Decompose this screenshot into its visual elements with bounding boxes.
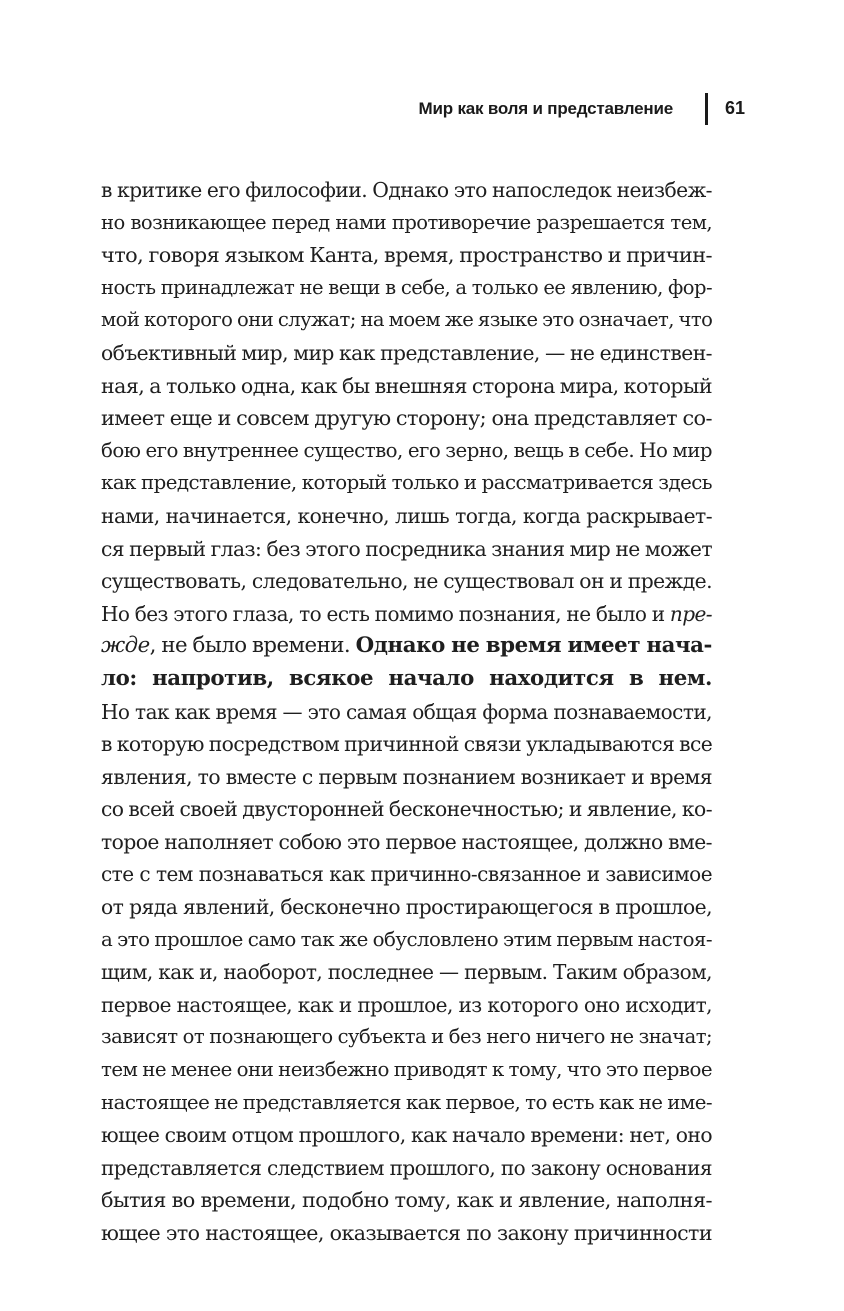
text-run: а это прошлое само так же обусловлено этим первым настоя-: [101, 927, 712, 951]
text-run: тем не менее они неизбежно приводят к тому, что это первое: [101, 1058, 712, 1082]
emphasis-bold: Однако не время имеет нача-: [355, 633, 712, 659]
text-line: [101, 858, 712, 891]
text-line: [101, 924, 712, 957]
page-number: 61: [724, 98, 745, 118]
text-run: но возникающее перед нами противоречие разрешается тем,: [101, 210, 712, 234]
text-run: щим, как и, наоборот, последнее — первым. Таким образом,: [101, 960, 712, 985]
emphasis-bold: ло: напротив, всякое начало находится в нем.: [101, 665, 712, 691]
text-run: как представление, который только и рассматривается здесь: [101, 471, 712, 495]
text-line: [101, 598, 712, 631]
running-head: [380, 93, 745, 125]
text-run: первое настоящее, как и прошлое, из которого оно исходит,: [101, 992, 712, 1017]
header-divider: [705, 93, 708, 125]
text-run: зависят от познающего субъекта и без него ничего не значат;: [101, 1025, 712, 1049]
text-line: [101, 1184, 712, 1217]
text-run: имеет еще и совсем другую сторону; она представляет со-: [101, 406, 712, 431]
text-line: [101, 793, 712, 826]
text-line: [101, 989, 712, 1022]
running-title: Мир как воля и представление: [418, 99, 673, 118]
text-line: [101, 207, 712, 240]
body-text: [101, 174, 712, 1250]
text-line: [101, 630, 712, 663]
text-line: [101, 891, 712, 924]
text-run: явления, то вместе с первым познанием возникает и время: [101, 764, 712, 789]
text-run: в критике его философии. Однако это напоследок неизбеж-: [101, 178, 712, 202]
text-line: [101, 533, 712, 566]
text-run: ная, а только одна, как бы внешняя сторона мира, который: [101, 373, 712, 398]
text-line: [101, 1152, 712, 1185]
text-line: [101, 663, 712, 696]
text-line: [101, 728, 712, 761]
text-run: мой которого они служат; на моем же языке это означает, что: [101, 308, 713, 332]
text-line: [101, 1217, 712, 1250]
text-run: ность принадлежат не вещи в себе, а только ее явлению, фор-: [101, 275, 712, 299]
text-line: [101, 304, 712, 337]
text-line: [101, 1054, 712, 1087]
text-line: [101, 435, 712, 468]
text-run: нами, начинается, конечно, лишь тогда, когда раскрывает-: [101, 503, 712, 528]
text-run: бою его внутреннее существо, его зерно, вещь в себе. Но мир: [101, 438, 712, 462]
text-line: [101, 1119, 712, 1152]
text-run: торое наполняет собою это первое настоящее, должно вме-: [101, 829, 712, 854]
text-run: ющее это настоящее, оказывается по закону причинности: [101, 1221, 712, 1245]
text-line: [101, 696, 712, 729]
text-run: ся первый глаз: без этого посредника знания мир не может: [101, 536, 712, 561]
text-run: в которую посредством причинной связи укладываются все: [101, 732, 713, 757]
emphasis-italic: жде: [101, 633, 150, 659]
text-line: [101, 565, 712, 598]
text-line: [101, 500, 712, 533]
text-run: , не было времени.: [149, 633, 356, 659]
text-run: Но так как время — это самая общая форма познаваемости,: [101, 699, 712, 724]
text-line: [101, 370, 712, 403]
text-line: [101, 174, 712, 207]
text-line: [101, 761, 712, 794]
text-run: объективный мир, мир как представление, — не единствен-: [101, 340, 712, 365]
emphasis-italic: пре-: [669, 601, 712, 626]
text-line: [101, 272, 712, 305]
text-run: ющее своим отцом прошлого, как начало времени: нет, оно: [101, 1123, 712, 1148]
text-line: [101, 239, 712, 272]
text-run: настоящее не представляется как первое, то есть как не име-: [101, 1090, 712, 1114]
text-run: Но без этого глаза, то есть помимо познания, не было и: [101, 601, 670, 626]
text-run: что, говоря языком Канта, время, пространство и причин-: [101, 243, 712, 268]
text-line: [101, 826, 712, 859]
text-line: [101, 467, 712, 500]
text-line: [101, 402, 712, 435]
text-line: [101, 1021, 712, 1054]
text-line: [101, 956, 712, 989]
text-line: [101, 1087, 712, 1120]
text-run: бытия во времени, подобно тому, как и явление, наполня-: [101, 1188, 712, 1213]
text-run: представляется следствием прошлого, по закону основания: [101, 1155, 712, 1180]
text-line: [101, 337, 712, 370]
text-run: сте с тем познаваться как причинно-связанное и зависимое: [101, 862, 712, 887]
text-run: со всей своей двусторонней бесконечностью; и явление, ко-: [101, 797, 712, 822]
text-run: от ряда явлений, бесконечно простирающегося в прошлое,: [101, 895, 712, 920]
text-run: существовать, следовательно, не существовал он и прежде.: [101, 569, 712, 594]
